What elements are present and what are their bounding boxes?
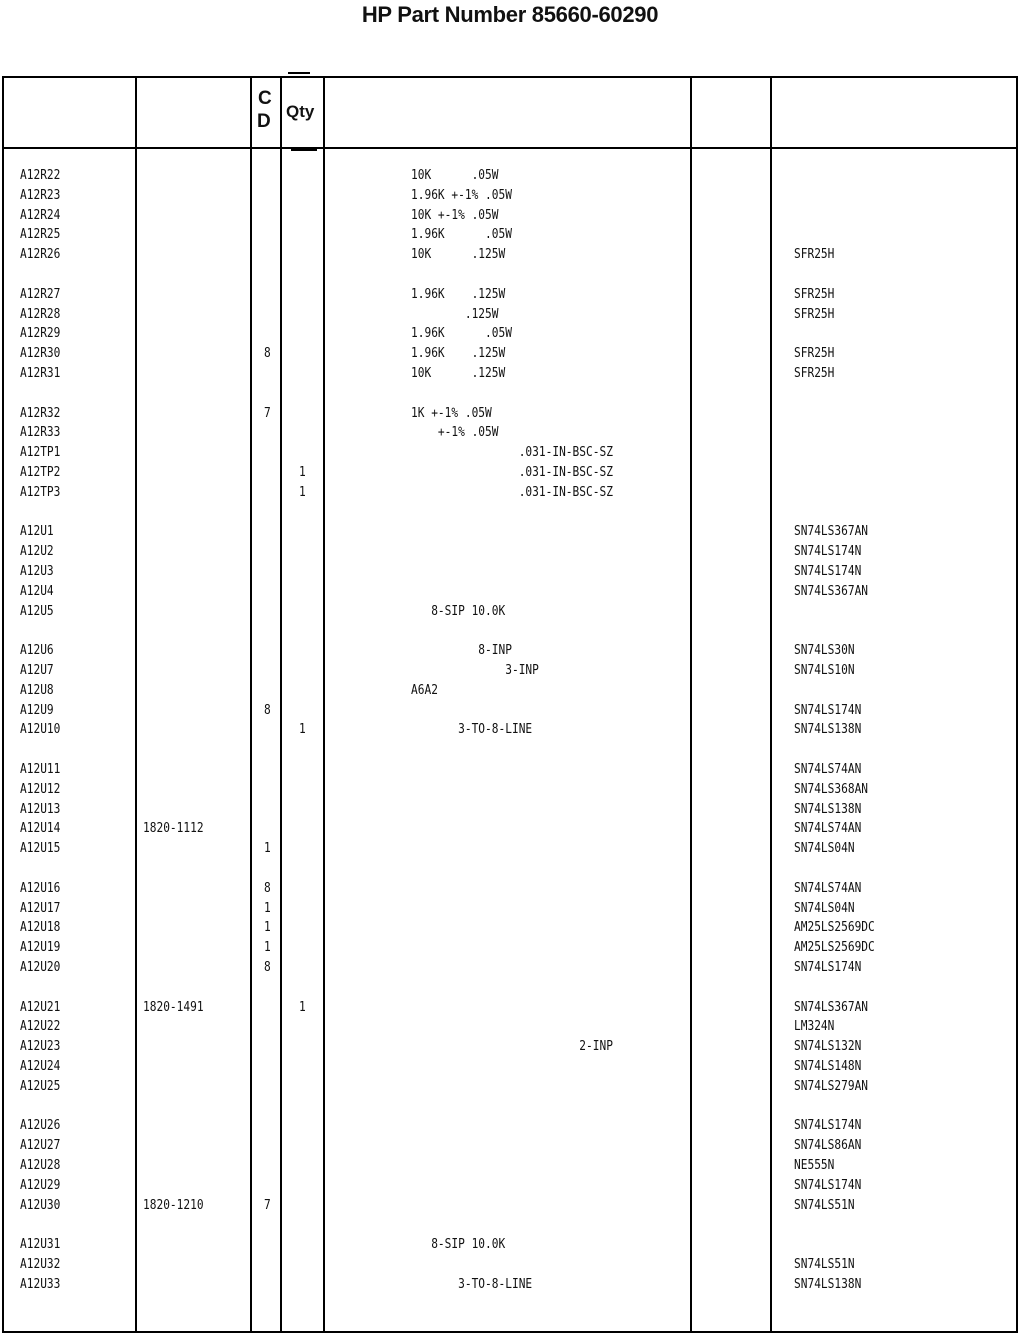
- check-digit-cell: 8: [264, 960, 271, 975]
- description-cell: .031-IN-BSC-SZ: [411, 465, 613, 480]
- reference-designator-cell: A12U22: [20, 1019, 61, 1034]
- reference-designator-cell: A12R25: [20, 227, 61, 242]
- reference-designator-cell: A12R24: [20, 208, 61, 223]
- reference-designator-cell: A12R22: [20, 168, 61, 183]
- reference-designator-cell: A12R31: [20, 366, 61, 381]
- description-cell: 2-INP: [411, 1039, 613, 1054]
- mfr-part-number-cell: SN74LS74AN: [794, 881, 862, 896]
- reference-designator-cell: A12U31: [20, 1237, 61, 1252]
- col-rule-right: [1016, 76, 1018, 1333]
- quantity-cell: 1: [299, 485, 306, 500]
- col-rule-1: [135, 76, 137, 1333]
- description-cell: 8-SIP 10.0K: [411, 1237, 506, 1252]
- description-cell: .125W: [411, 307, 499, 322]
- check-digit-cell: 8: [264, 881, 271, 896]
- description-cell: 8-INP: [411, 643, 512, 658]
- reference-designator-cell: A12U23: [20, 1039, 61, 1054]
- mfr-part-number-cell: SN74LS138N: [794, 1277, 862, 1292]
- col-rule-left: [2, 76, 4, 1333]
- reference-designator-cell: A12U3: [20, 564, 54, 579]
- reference-designator-cell: A12R29: [20, 326, 61, 341]
- qty-header-tick: [291, 148, 317, 151]
- mfr-part-number-cell: SN74LS51N: [794, 1257, 855, 1272]
- reference-designator-cell: A12R30: [20, 346, 61, 361]
- col-rule-4: [323, 76, 325, 1333]
- reference-designator-cell: A12U11: [20, 762, 61, 777]
- reference-designator-cell: A12U32: [20, 1257, 61, 1272]
- description-cell: 3-TO-8-LINE: [411, 1277, 533, 1292]
- qty-header-tick-top: [288, 72, 310, 74]
- mfr-part-number-cell: SN74LS51N: [794, 1198, 855, 1213]
- reference-designator-cell: A12U28: [20, 1158, 61, 1173]
- col-rule-3: [280, 76, 282, 1333]
- description-cell: 10K +-1% .05W: [411, 208, 499, 223]
- reference-designator-cell: A12U13: [20, 802, 61, 817]
- reference-designator-cell: A12U19: [20, 940, 61, 955]
- qty-header: Qty: [286, 102, 315, 121]
- description-cell: .031-IN-BSC-SZ: [411, 445, 613, 460]
- mfr-part-number-cell: SN74LS132N: [794, 1039, 862, 1054]
- mfr-part-number-cell: SN74LS368AN: [794, 782, 869, 797]
- mfr-part-number-cell: SN74LS04N: [794, 901, 855, 916]
- reference-designator-cell: A12U2: [20, 544, 54, 559]
- check-digit-cell: 7: [264, 1198, 271, 1213]
- quantity-cell: 1: [299, 465, 306, 480]
- reference-designator-cell: A12U4: [20, 584, 54, 599]
- part-number-cell: 1820-1210: [143, 1198, 204, 1213]
- reference-designator-cell: A12U10: [20, 722, 61, 737]
- col-rule-6: [770, 76, 772, 1333]
- mfr-part-number-cell: SN74LS367AN: [794, 1000, 869, 1015]
- table-bottom-rule: [2, 1331, 1018, 1333]
- check-digit-cell: 1: [264, 940, 271, 955]
- reference-designator-cell: A12U8: [20, 683, 54, 698]
- mfr-part-number-cell: SN74LS174N: [794, 960, 862, 975]
- mfr-part-number-cell: SN74LS174N: [794, 564, 862, 579]
- reference-designator-cell: A12R33: [20, 425, 61, 440]
- reference-designator-cell: A12TP3: [20, 485, 61, 500]
- mfr-part-number-cell: AM25LS2569DC: [794, 920, 875, 935]
- description-cell: +-1% .05W: [411, 425, 499, 440]
- description-cell: 1.96K .05W: [411, 227, 512, 242]
- cd-header-d: D: [257, 111, 271, 132]
- reference-designator-cell: A12U25: [20, 1079, 61, 1094]
- mfr-part-number-cell: SN74LS174N: [794, 1178, 862, 1193]
- reference-designator-cell: A12U29: [20, 1178, 61, 1193]
- quantity-cell: 1: [299, 722, 306, 737]
- description-cell: 8-SIP 10.0K: [411, 604, 506, 619]
- page-title: HP Part Number 85660-60290: [361, 2, 659, 27]
- mfr-part-number-cell: SN74LS367AN: [794, 524, 869, 539]
- reference-designator-cell: A12U5: [20, 604, 54, 619]
- reference-designator-cell: A12TP2: [20, 465, 61, 480]
- reference-designator-cell: A12U26: [20, 1118, 61, 1133]
- description-cell: .031-IN-BSC-SZ: [411, 485, 613, 500]
- mfr-part-number-cell: SN74LS04N: [794, 841, 855, 856]
- description-cell: 1.96K .125W: [411, 346, 506, 361]
- reference-designator-cell: A12U17: [20, 901, 61, 916]
- reference-designator-cell: A12R26: [20, 247, 61, 262]
- reference-designator-cell: A12U14: [20, 821, 61, 836]
- reference-designator-cell: A12U21: [20, 1000, 61, 1015]
- mfr-part-number-cell: SN74LS148N: [794, 1059, 862, 1074]
- reference-designator-cell: A12U7: [20, 663, 54, 678]
- mfr-part-number-cell: SN74LS174N: [794, 703, 862, 718]
- description-cell: 10K .125W: [411, 247, 506, 262]
- mfr-part-number-cell: SN74LS30N: [794, 643, 855, 658]
- description-cell: A6A2: [411, 683, 438, 698]
- col-rule-5: [690, 76, 692, 1333]
- reference-designator-cell: A12U24: [20, 1059, 61, 1074]
- reference-designator-cell: A12U27: [20, 1138, 61, 1153]
- mfr-part-number-cell: SFR25H: [794, 287, 835, 302]
- mfr-part-number-cell: SN74LS86AN: [794, 1138, 862, 1153]
- mfr-part-number-cell: SFR25H: [794, 346, 835, 361]
- header-bottom-rule: [2, 147, 1018, 149]
- mfr-part-number-cell: SN74LS174N: [794, 1118, 862, 1133]
- table-top-rule: [2, 76, 1018, 78]
- reference-designator-cell: A12U20: [20, 960, 61, 975]
- description-cell: 10K .05W: [411, 168, 499, 183]
- mfr-part-number-cell: SN74LS138N: [794, 802, 862, 817]
- col-rule-2: [250, 76, 252, 1333]
- quantity-cell: 1: [299, 1000, 306, 1015]
- reference-designator-cell: A12R27: [20, 287, 61, 302]
- check-digit-cell: 1: [264, 901, 271, 916]
- description-cell: 1.96K +-1% .05W: [411, 188, 512, 203]
- check-digit-cell: 1: [264, 841, 271, 856]
- description-cell: 1.96K .05W: [411, 326, 512, 341]
- mfr-part-number-cell: LM324N: [794, 1019, 835, 1034]
- cd-header-c: C: [258, 88, 272, 109]
- mfr-part-number-cell: NE555N: [794, 1158, 835, 1173]
- description-cell: 1K +-1% .05W: [411, 406, 492, 421]
- reference-designator-cell: A12TP1: [20, 445, 61, 460]
- check-digit-cell: 8: [264, 703, 271, 718]
- description-cell: 3-TO-8-LINE: [411, 722, 533, 737]
- reference-designator-cell: A12U15: [20, 841, 61, 856]
- reference-designator-cell: A12U6: [20, 643, 54, 658]
- check-digit-cell: 8: [264, 346, 271, 361]
- reference-designator-cell: A12R28: [20, 307, 61, 322]
- reference-designator-cell: A12R23: [20, 188, 61, 203]
- mfr-part-number-cell: SN74LS74AN: [794, 762, 862, 777]
- mfr-part-number-cell: SN74LS74AN: [794, 821, 862, 836]
- part-number-cell: 1820-1491: [143, 1000, 204, 1015]
- reference-designator-cell: A12U1: [20, 524, 54, 539]
- mfr-part-number-cell: SN74LS367AN: [794, 584, 869, 599]
- reference-designator-cell: A12U16: [20, 881, 61, 896]
- description-cell: 1.96K .125W: [411, 287, 506, 302]
- reference-designator-cell: A12U33: [20, 1277, 61, 1292]
- mfr-part-number-cell: SFR25H: [794, 307, 835, 322]
- reference-designator-cell: A12U9: [20, 703, 54, 718]
- check-digit-cell: 7: [264, 406, 271, 421]
- mfr-part-number-cell: AM25LS2569DC: [794, 940, 875, 955]
- mfr-part-number-cell: SN74LS279AN: [794, 1079, 869, 1094]
- description-cell: 3-INP: [411, 663, 539, 678]
- mfr-part-number-cell: SFR25H: [794, 247, 835, 262]
- mfr-part-number-cell: SN74LS174N: [794, 544, 862, 559]
- mfr-part-number-cell: SFR25H: [794, 366, 835, 381]
- reference-designator-cell: A12U18: [20, 920, 61, 935]
- description-cell: 10K .125W: [411, 366, 506, 381]
- check-digit-cell: 1: [264, 920, 271, 935]
- mfr-part-number-cell: SN74LS138N: [794, 722, 862, 737]
- part-number-cell: 1820-1112: [143, 821, 204, 836]
- reference-designator-cell: A12U30: [20, 1198, 61, 1213]
- reference-designator-cell: A12R32: [20, 406, 61, 421]
- mfr-part-number-cell: SN74LS10N: [794, 663, 855, 678]
- reference-designator-cell: A12U12: [20, 782, 61, 797]
